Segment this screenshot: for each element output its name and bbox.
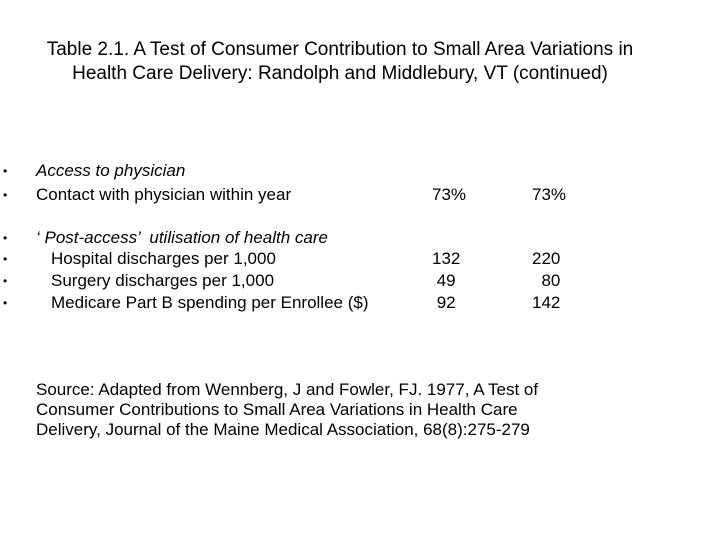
source-line-3: Delivery, Journal of the Maine Medical Association, 68(8):275-279 (36, 420, 530, 439)
value-middlebury: 80 (532, 271, 561, 290)
source-line-2: Consumer Contributions to Small Area Variations in Health Care (36, 400, 518, 419)
row-label: Contact with physician within year (36, 185, 292, 204)
table-title-line-1: Table 2.1. A Test of Consumer Contribution to Small Area Variations in (46, 39, 634, 60)
bullet-icon: • (3, 188, 8, 202)
list-item-medicare-spending (0, 292, 728, 314)
list-item-surgery-discharges (0, 270, 728, 292)
table-title (0, 38, 680, 86)
row-label: Hospital discharges per 1,000 (51, 249, 276, 268)
bullet-icon: • (3, 274, 8, 288)
bullet-icon: • (3, 164, 8, 178)
row-label: ‘ Post-access’ utilisation of health care (36, 228, 328, 247)
value-middlebury: 73% (532, 185, 567, 204)
list-item-access-heading (0, 160, 728, 182)
row-label: Surgery discharges per 1,000 (51, 271, 275, 290)
list-item-contact-physician (0, 184, 728, 206)
bullet-icon: • (3, 252, 8, 266)
value-randolph: 132 (432, 249, 461, 268)
bullet-icon: • (3, 296, 8, 310)
bullet-icon: • (3, 231, 8, 245)
value-randolph: 49 (432, 271, 456, 290)
source-line-1: Source: Adapted from Wennberg, J and Fowler, FJ. 1977, A Test of (36, 380, 539, 399)
list-item-post-access-heading (0, 227, 728, 249)
value-randolph: 73% (432, 185, 467, 204)
list-item-hospital-discharges (0, 248, 728, 270)
row-label: Access to physician (36, 161, 186, 180)
value-middlebury: 220 (532, 249, 561, 268)
table-title-line-2: Health Care Delivery: Randolph and Middlebury, VT (continued) (72, 63, 608, 84)
value-randolph: 92 (432, 293, 456, 312)
value-middlebury: 142 (532, 293, 561, 312)
source-citation (36, 380, 656, 440)
row-label: Medicare Part B spending per Enrollee ($) (51, 293, 369, 312)
